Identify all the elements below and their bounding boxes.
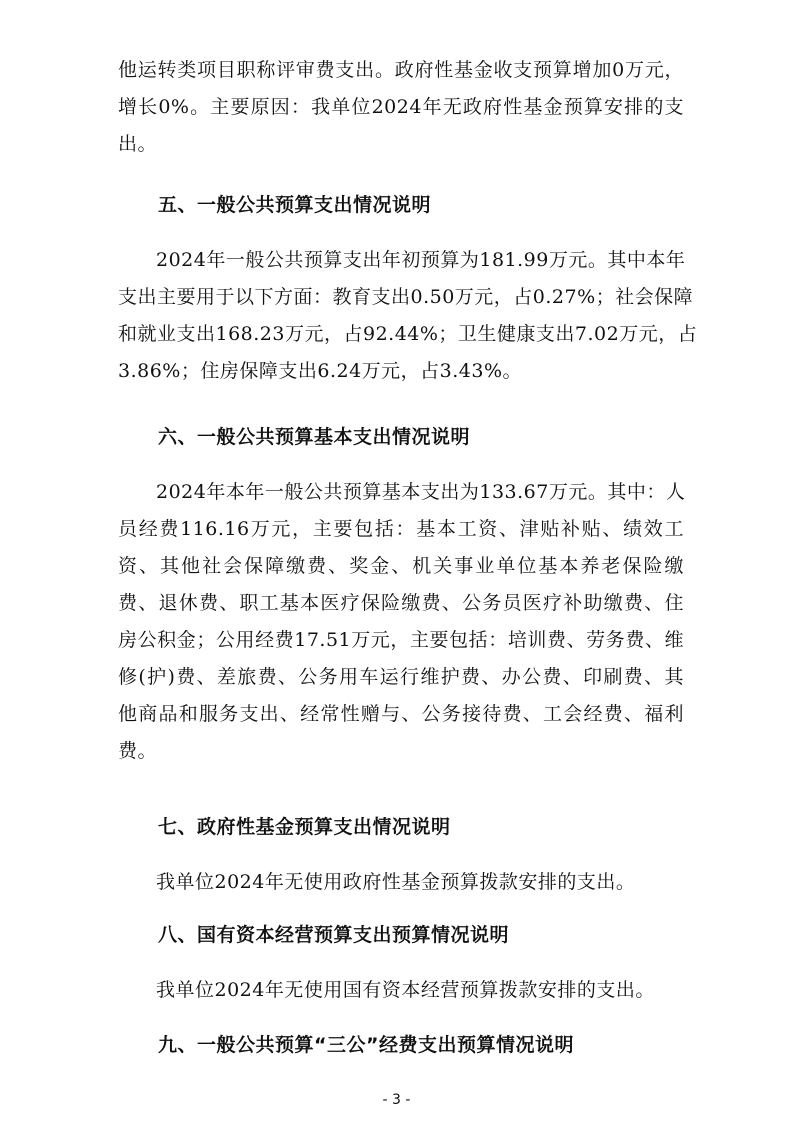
paragraph-line: 他商品和服务支出、经常性赠与、公务接待费、工会经费、福利 (118, 703, 684, 725)
paragraph-line: 出。 (118, 133, 158, 155)
paragraph-section-5 (118, 242, 698, 390)
paragraph-line: 费。 (118, 740, 158, 762)
section-heading-8: 八、国有资本经营预算支出预算情况说明 (158, 924, 510, 946)
section-heading-6: 六、一般公共预算基本支出情况说明 (158, 426, 471, 448)
section-heading-7: 七、政府性基金预算支出情况说明 (158, 816, 451, 838)
paragraph-line: 2024年本年一般公共预算基本支出为133.67万元。其中：人 (156, 481, 686, 503)
paragraph-line: 2024年一般公共预算支出年初预算为181.99万元。其中本年 (156, 249, 686, 271)
paragraph-section-7 (118, 864, 684, 901)
paragraph-line: 我单位2024年无使用国有资本经营预算拨款安排的支出。 (156, 979, 655, 1001)
paragraph-line: 房公积金；公用经费17.51万元，主要包括：培训费、劳务费、维 (118, 629, 684, 651)
paragraph-line: 3.86%；住房保障支出6.24万元，占3.43%。 (118, 360, 523, 382)
paragraph-line: 资、其他社会保障缴费、奖金、机关事业单位基本养老保险缴 (118, 555, 684, 577)
section-heading-5: 五、一般公共预算支出情况说明 (158, 194, 432, 216)
paragraph-section-6 (118, 474, 684, 770)
paragraph-line: 他运转类项目职称评审费支出。政府性基金收支预算增加0万元， (118, 59, 684, 81)
section-heading-9: 九、一般公共预算“三公”经费支出预算情况说明 (158, 1034, 574, 1056)
paragraph-line: 和就业支出168.23万元，占92.44%；卫生健康支出7.02万元，占 (118, 323, 698, 345)
page-number: - 3 - (382, 1092, 411, 1108)
paragraph-line: 增长0%。主要原因：我单位2024年无政府性基金预算安排的支 (118, 96, 684, 118)
paragraph-line: 我单位2024年无使用政府性基金预算拨款安排的支出。 (156, 871, 636, 893)
paragraph-section-8 (118, 972, 684, 1009)
paragraph-line: 员经费116.16万元，主要包括：基本工资、津贴补贴、绩效工 (118, 518, 684, 540)
paragraph-line: 支出主要用于以下方面：教育支出0.50万元，占0.27%；社会保障 (118, 286, 694, 308)
paragraph-line: 费、退休费、职工基本医疗保险缴费、公务员医疗补助缴费、住 (118, 592, 684, 614)
paragraph-line: 修(护)费、差旅费、公务用车运行维护费、办公费、印刷费、其 (118, 666, 684, 688)
paragraph-intro (118, 52, 684, 163)
